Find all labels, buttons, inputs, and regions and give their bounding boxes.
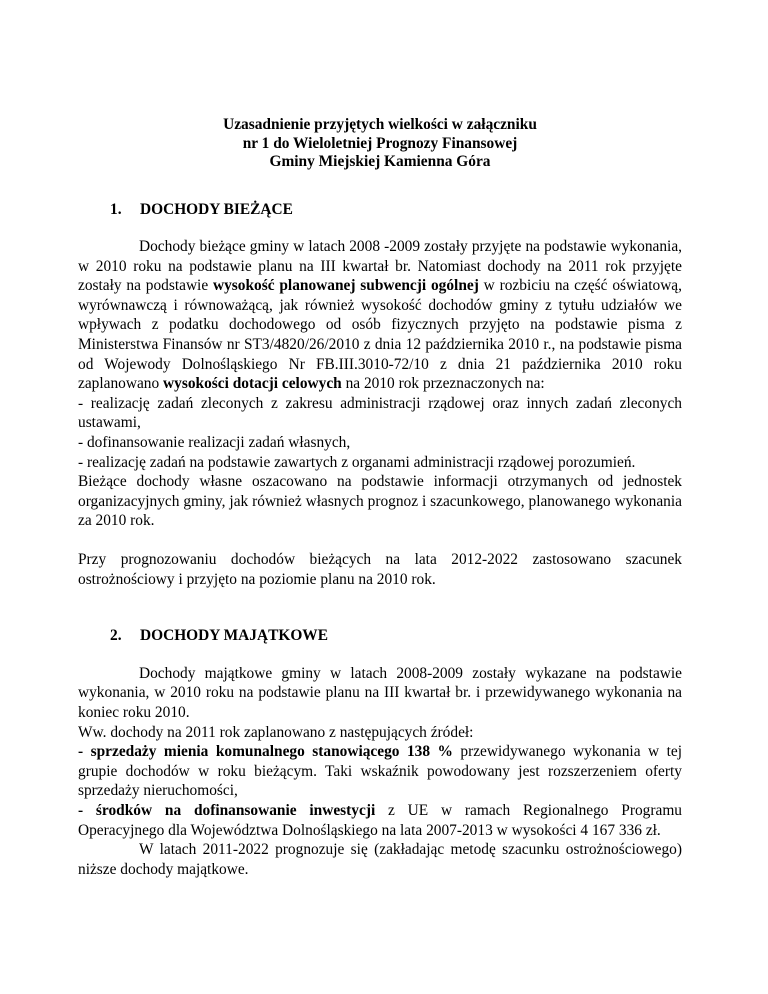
- title-line-3: Gminy Miejskiej Kamienna Góra: [269, 153, 491, 170]
- text-run: Dochody bieżące gminy w latach 2008 -2009 zostały przyjęte na podstawie wykonania, w 2010 roku na podstawie planu na III kwartał br. Natomiast dochody na 2011 rok przyjęte zostały na podstawie: [78, 238, 682, 295]
- section-2-number: 2.: [110, 627, 122, 645]
- text-run: z UE w ramach Regionalnego Programu Operacyjnego dla Województwa Dolnośląskiego na lata 2007-2013 w wysokości 4 167 336 zł.: [78, 801, 682, 839]
- section-2-paragraph-2: Ww. dochody na 2011 rok zaplanowano z następujących źródeł:: [78, 723, 474, 741]
- title-line-1: Uzasadnienie przyjętych wielkości w załączniku: [223, 116, 537, 133]
- section-2-paragraph-3: W latach 2011-2022 prognozuje się (zakładając metodę szacunku ostrożnościowego) niższe dochody majątkowe.: [78, 841, 682, 878]
- section-2-title: DOCHODY MAJĄTKOWE: [140, 627, 328, 645]
- section-2-list-item-1: [78, 742, 682, 801]
- section-1-paragraph-3: Przy prognozowaniu dochodów bieżących na lata 2012-2022 zastosowano szacunek ostrożnościowy i przyjęto na poziomie planu na 2010 rok.: [78, 551, 682, 588]
- text-run: na 2010 rok przeznaczonych na:: [341, 375, 545, 393]
- section-1-paragraph-2: Bieżące dochody własne oszacowano na podstawie informacji otrzymanych od jednostek organizacyjnych gminy, jak również własnych prognoz i szacunkowego, planowanego wykonania za 2010 rok.: [78, 473, 682, 530]
- bold-text-run: wysokości dotacji celowych: [163, 375, 342, 393]
- section-2-list-item-2: [78, 801, 682, 840]
- document-title: [78, 116, 682, 172]
- section-1-title: DOCHODY BIEŻĄCE: [140, 200, 293, 218]
- text-run: w rozbiciu na część oświatową, wyrównawczą i równoważącą, jak również wysokość dochodów gminy z tytułu udziałów we wpływach z podatku dochodowego od osób fizycznych przyjęto na podstawie pisma z Ministerstwa Finansów nr ST3/4820/26/2010 z dnia 12 października 2010 r., na podstawie pisma od Wojewody Dolnośląskiego Nr FB.III.3010-72/10 z dnia 21 października 2010 roku zaplanowano: [78, 277, 682, 393]
- title-line-2: nr 1 do Wieloletniej Prognozy Finansowej: [242, 134, 518, 152]
- bold-text-run: - sprzedaży mienia komunalnego stanowiącego 138 %: [78, 743, 453, 761]
- section-1-list-item-2: - dofinansowanie realizacji zadań własnych,: [78, 434, 351, 452]
- section-1-list-item-1: - realizację zadań zleconych z zakresu administracji rządowej oraz innych zadań zleconych ustawami,: [78, 394, 682, 432]
- spacer: [78, 531, 682, 550]
- text-run: przewidywanego wykonania w tej grupie dochodów w roku bieżącym. Taki wskaźnik powodowany jest rozszerzeniem oferty sprzedaży nieruchomości,: [78, 743, 682, 800]
- document-page: [78, 116, 682, 879]
- section-2-paragraph-1: Dochody majątkowe gminy w latach 2008-2009 zostały wykazane na podstawie wykonania, w 2010 roku na podstawie planu na III kwartał br. i przewidywanego wykonania na koniec roku 2010.: [78, 664, 682, 721]
- bold-text-run: - środków na dofinansowanie inwestycji: [78, 801, 376, 819]
- section-1-number: 1.: [110, 200, 122, 218]
- section-1-list-item-3: - realizację zadań na podstawie zawartych z organami administracji rządowej porozumień.: [78, 453, 636, 471]
- section-2-heading: [78, 626, 682, 646]
- bold-text-run: wysokość planowanej subwencji ogólnej: [212, 277, 479, 295]
- section-1-paragraph-1: [78, 237, 682, 394]
- section-1-heading: [78, 200, 682, 220]
